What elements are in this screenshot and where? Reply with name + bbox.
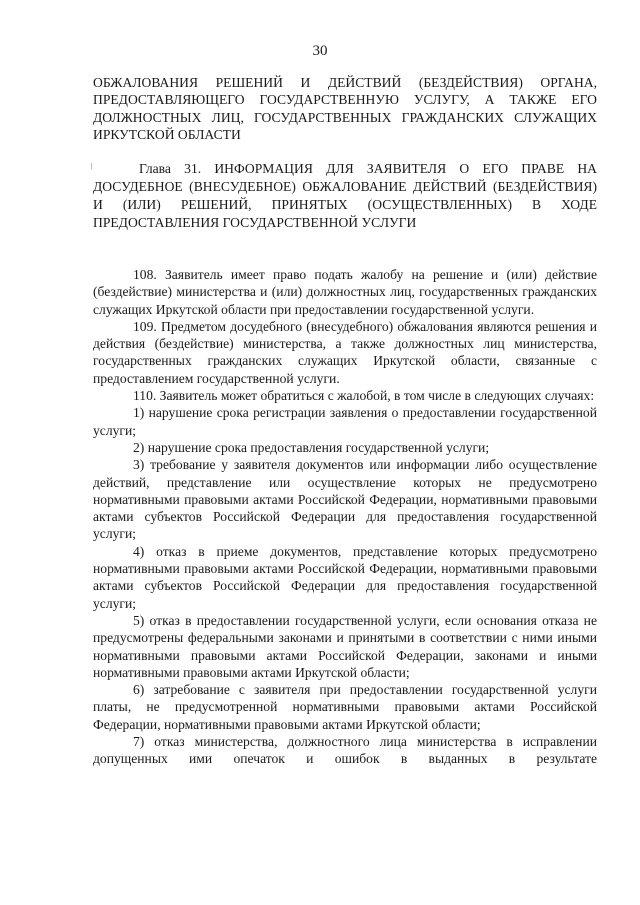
paragraph-109: 109. Предметом досудебного (внесудебного) обжалования являются решения и действия (бездействие) министерства, а также должностных лиц министерства, государственных гражданских служащих Иркутской области, связанные с предоставлением государственной услуги. bbox=[93, 318, 597, 386]
paragraph-108: 108. Заявитель имеет право подать жалобу на решение и (или) действие (бездействие) министерства и (или) должностных лиц, государственных гражданских служащих Иркутской области при предоставлении государственной услуги. bbox=[93, 267, 597, 317]
section-heading bbox=[93, 74, 597, 143]
list-item-2: 2) нарушение срока предоставления государственной услуги; bbox=[133, 439, 490, 455]
body-text bbox=[93, 266, 597, 768]
list-item-6: 6) затребование с заявителя при предоставлении государственной услуги платы, не предусмотренной нормативными правовыми актами Российской Федерации, нормативными правовыми актами Иркутской области; bbox=[93, 682, 597, 732]
chapter-heading bbox=[93, 160, 597, 232]
margin-mark bbox=[91, 163, 92, 169]
page-number: 30 bbox=[312, 43, 328, 59]
paragraph-110: 110. Заявитель может обратиться с жалобой, в том числе в следующих случаях: bbox=[133, 388, 595, 404]
list-item-4: 4) отказ в приеме документов, представление которых предусмотрено нормативными правовыми актами Российской Федерации, нормативными правовыми актами субъектов Российской Федерации для предоставления государственной услуги; bbox=[93, 543, 597, 611]
section-heading-text: ОБЖАЛОВАНИЯ РЕШЕНИЙ И ДЕЙСТВИЙ (БЕЗДЕЙСТВИЯ) ОРГАНА, ПРЕДОСТАВЛЯЮЩЕГО ГОСУДАРСТВЕННУЮ УСЛУГУ, А ТАКЖЕ ЕГО ДОЛЖНОСТНЫХ ЛИЦ, ГОСУДАРСТВЕННЫХ ГРАЖДАНСКИХ СЛУЖАЩИХ ИРКУТСКОЙ ОБЛАСТИ bbox=[93, 75, 597, 142]
list-item-5: 5) отказ в предоставлении государственной услуги, если основания отказа не предусмотрены федеральными законами и принятыми в соответствии с ними иными нормативными правовыми актами Российской Федерации, законами и иными нормативными правовыми актами Иркутской области; bbox=[93, 612, 597, 680]
list-item-7: 7) отказ министерства, должностного лица министерства в исправлении допущенных ими опечаток и ошибок в выданных в результате bbox=[93, 734, 597, 767]
list-item-1: 1) нарушение срока регистрации заявления о предоставлении государственной услуги; bbox=[93, 405, 597, 438]
list-item-3: 3) требование у заявителя документов или информации либо осуществление действий, представление или осуществление которых не предусмотрено нормативными правовыми актами Российской Федерации, нормативными правовыми актами субъектов Российской Федерации для предоставления государственной услуги; bbox=[93, 457, 597, 542]
chapter-heading-text: Глава 31. ИНФОРМАЦИЯ ДЛЯ ЗАЯВИТЕЛЯ О ЕГО ПРАВЕ НА ДОСУДЕБНОЕ (ВНЕСУДЕБНОЕ) ОБЖАЛОВАНИЕ ДЕЙСТВИЙ (БЕЗДЕЙСТВИЯ) И (ИЛИ) РЕШЕНИЙ, ПРИНЯТЫХ (ОСУЩЕСТВЛЕННЫХ) В ХОДЕ ПРЕДОСТАВЛЕНИЯ ГОСУДАРСТВЕННОЙ УСЛУГИ bbox=[93, 161, 597, 230]
